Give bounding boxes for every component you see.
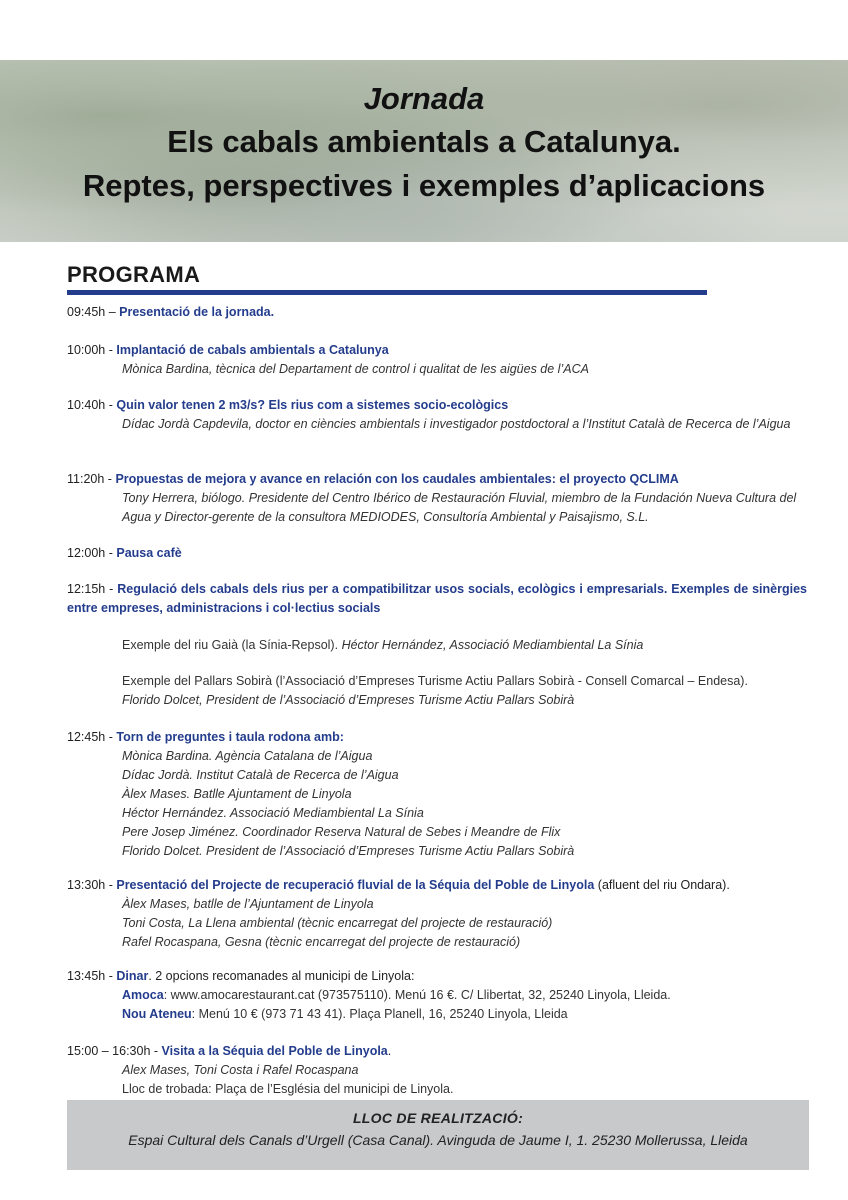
program-item-1040: [67, 396, 807, 434]
restaurant-details: : www.amocarestaurant.cat (973575110). Menú 16 €. C/ Llibertat, 32, 25240 Linyola, Lleida.: [163, 988, 671, 1002]
panelist: Àlex Mases. Batlle Ajuntament de Linyola: [122, 787, 352, 801]
item-time: 11:20h -: [67, 472, 112, 486]
program-heading-rule: [67, 290, 707, 295]
item-speaker: Toni Costa, La Llena ambiental (tècnic encarregat del projecte de restauració): [122, 916, 553, 930]
item-time: 10:00h -: [67, 343, 113, 357]
program-item-1215: [67, 580, 807, 618]
example-speaker: Florido Dolcet, President de l’Associació d’Empreses Turisme Actiu Pallars Sobirà: [122, 693, 575, 707]
panelist: Mònica Bardina. Agència Catalana de l’Aigua: [122, 749, 373, 763]
item-time: 09:45h –: [67, 305, 116, 319]
item-title: Visita a la Séquia del Poble de Linyola: [161, 1044, 388, 1058]
item-title-tail: . 2 opcions recomanades al municipi de Linyola:: [148, 969, 415, 983]
item-speaker: Alex Mases, Toni Costa i Rafel Rocaspana: [122, 1063, 359, 1077]
item-time: 13:30h -: [67, 878, 113, 892]
item-title: Propuestas de mejora y avance en relación con los caudales ambientales: el proyecto QCLIMA: [115, 472, 679, 486]
item-time: 13:45h -: [67, 969, 113, 983]
program-item-1200: [67, 544, 807, 563]
title-line-2: Els cabals ambientals a Catalunya.: [167, 124, 681, 159]
item-time: 12:45h -: [67, 730, 113, 744]
item-speaker: Àlex Mases, batlle de l’Ajuntament de Linyola: [122, 897, 374, 911]
item-title: Dinar: [116, 969, 149, 983]
event-title: [0, 78, 848, 208]
venue-label: LLOC DE REALITZACIÓ:: [352, 1110, 524, 1126]
meeting-point: Lloc de trobada: Plaça de l’Església del municipi de Linyola.: [122, 1082, 454, 1096]
title-line-1: Jornada: [363, 81, 485, 116]
item-speaker: Rafel Rocaspana, Gesna (tècnic encarregat del projecte de restauració): [122, 935, 521, 949]
item-title-tail: .: [387, 1044, 392, 1058]
title-line-3: Reptes, perspectives i exemples d’aplicacions: [82, 168, 766, 203]
program-item-1345: [67, 967, 807, 1024]
example-pallars: [67, 672, 807, 710]
item-title: Torn de preguntes i taula rodona amb:: [116, 730, 344, 744]
item-time: 10:40h -: [67, 398, 113, 412]
venue-address: Espai Cultural dels Canals d’Urgell (Casa Canal). Avinguda de Jaume I, 1. 25230 Mollerussa, Lleida: [128, 1132, 748, 1148]
item-title: Quin valor tenen 2 m3/s? Els rius com a sistemes socio-ecològics: [116, 398, 509, 412]
example-text: Exemple del Pallars Sobirà (l’Associació d’Empreses Turisme Actiu Pallars Sobirà - Consell Comarcal – Endesa).: [122, 674, 748, 688]
example-text: Exemple del riu Gaià (la Sínia-Repsol).: [122, 638, 339, 652]
program-item-1500: [67, 1042, 807, 1099]
example-gaia: [67, 636, 807, 655]
item-title: Presentació del Projecte de recuperació fluvial de la Séquia del Poble de Linyola: [116, 878, 595, 892]
restaurant-name: Amoca: [122, 988, 164, 1002]
program-item-1000: [67, 341, 807, 379]
item-speaker: Mònica Bardina, tècnica del Departament de control i qualitat de les aigües de l’ACA: [122, 362, 589, 376]
restaurant-name: Nou Ateneu: [122, 1007, 192, 1021]
item-time: 12:15h -: [67, 582, 114, 596]
program-heading: PROGRAMA: [67, 262, 201, 287]
panelist: Florido Dolcet. President de l’Associació d’Empreses Turisme Actiu Pallars Sobirà: [122, 844, 575, 858]
panelist: Dídac Jordà. Institut Català de Recerca de l’Aigua: [122, 768, 399, 782]
panelist: Pere Josep Jiménez. Coordinador Reserva Natural de Sebes i Meandre de Flix: [122, 825, 561, 839]
item-title: Regulació dels cabals dels rius per a compatibilitzar usos socials, ecològics i empresarials. Exemples de sinèrgies entre empreses, administracions i col·lectius socials: [67, 582, 807, 615]
program-item-1245: [67, 728, 807, 861]
program-item-1330: [67, 876, 807, 952]
restaurant-details: : Menú 10 € (973 71 43 41). Plaça Planell, 16, 25240 Linyola, Lleida: [191, 1007, 568, 1021]
item-title: Implantació de cabals ambientals a Catalunya: [116, 343, 389, 357]
panelist: Héctor Hernández. Associació Mediambiental La Sínia: [122, 806, 424, 820]
venue-box: [67, 1100, 809, 1170]
program-item-1120: [67, 470, 807, 527]
item-speaker: Tony Herrera, biólogo. Presidente del Centro Ibérico de Restauración Fluvial, miembro de la Fundación Nueva Cultura del Agua y Director-gerente de la consultora MEDIODES, Consultoría Ambiental y Paisajismo, S.L.: [122, 491, 797, 524]
header-banner: [0, 60, 848, 242]
item-title: Presentació de la jornada.: [119, 305, 275, 319]
item-title-tail: (afluent del riu Ondara).: [594, 878, 730, 892]
item-speaker: Dídac Jordà Capdevila, doctor en ciències ambientals i investigador postdoctoral a l’Institut Català de Recerca de l’Aigua: [122, 417, 791, 431]
program-item-0945: [67, 303, 807, 322]
item-time: 12:00h -: [67, 546, 113, 560]
item-title: Pausa cafè: [116, 546, 182, 560]
restaurant-amoca: [67, 986, 807, 1005]
restaurant-nou-ateneu: [67, 1005, 807, 1024]
example-speaker: Héctor Hernández, Associació Mediambiental La Sínia: [341, 638, 644, 652]
item-time: 15:00 – 16:30h -: [67, 1044, 159, 1058]
